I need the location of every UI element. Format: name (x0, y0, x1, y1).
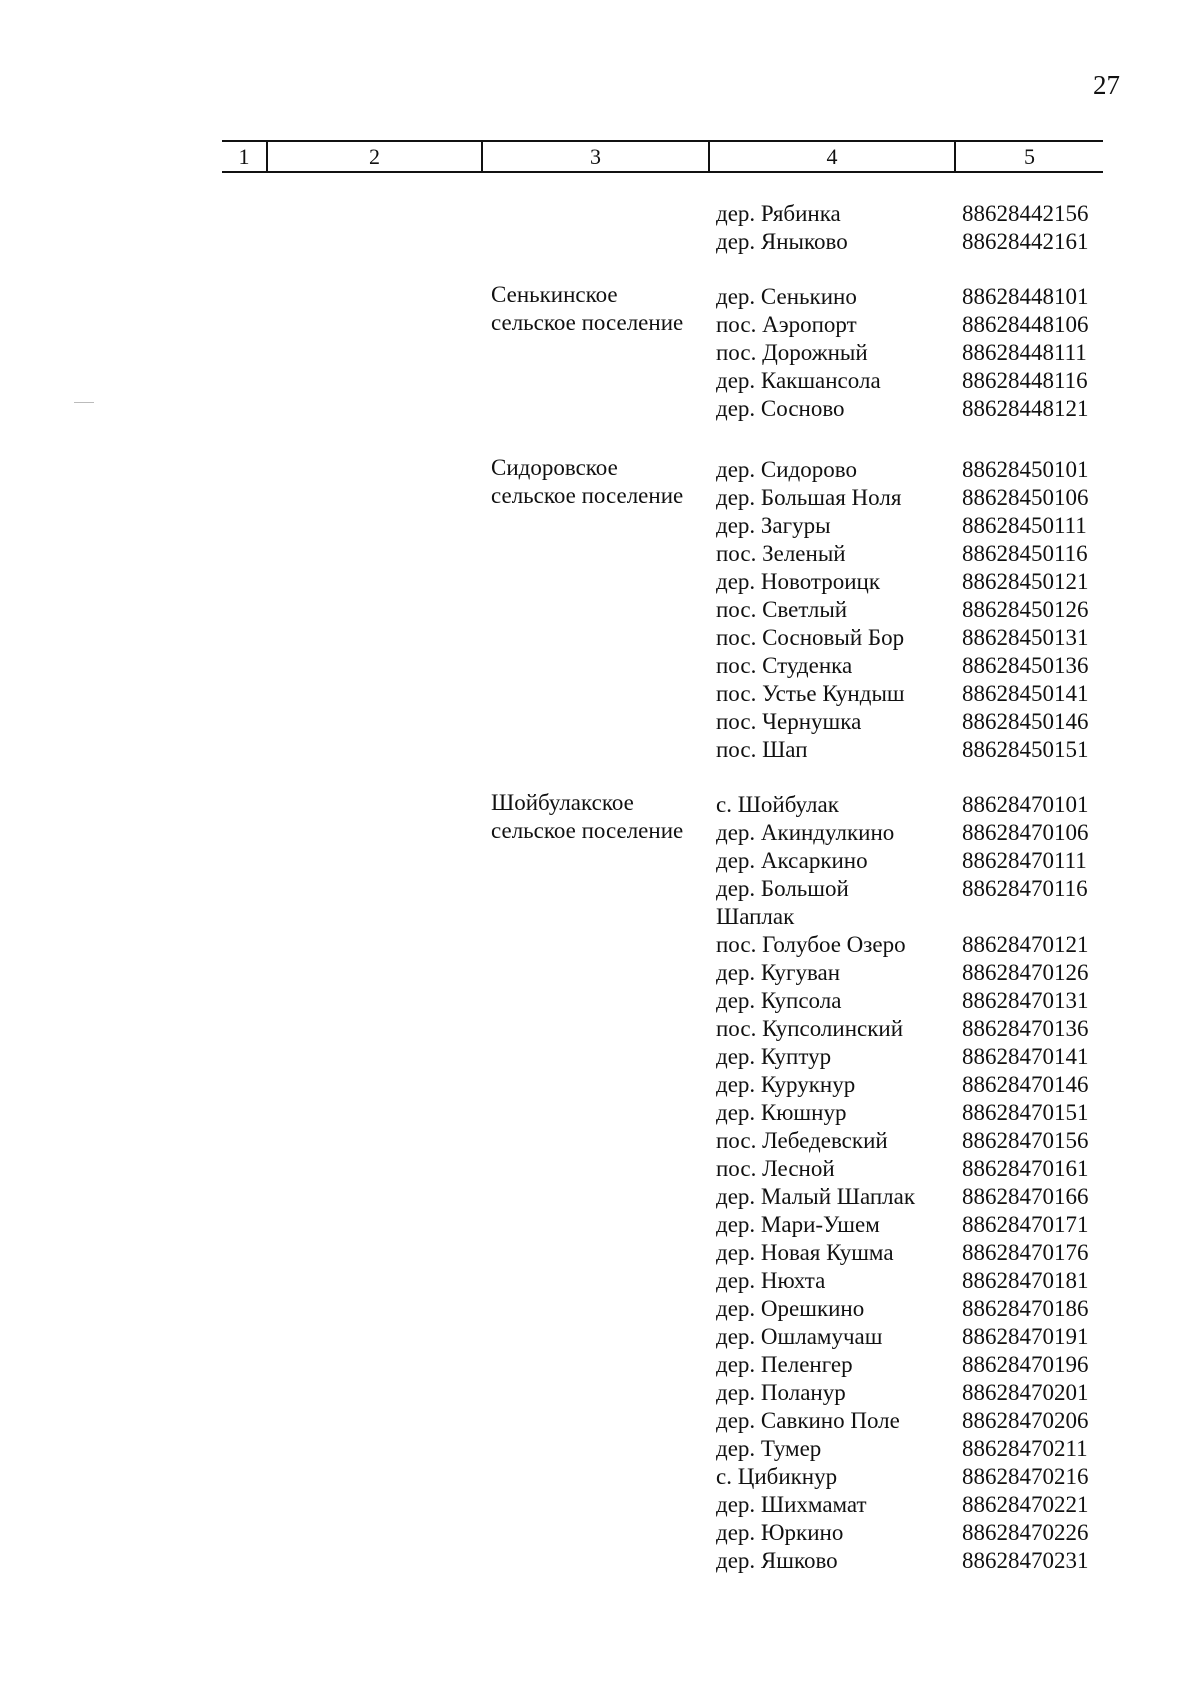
place-name: пос. Студенка (716, 653, 853, 678)
place-name: дер. Сидорово (716, 457, 857, 482)
settlement-name: Сидоровское (491, 455, 618, 480)
place-name: дер. Курукнур (716, 1072, 856, 1097)
place-name: дер. Купсола (716, 988, 842, 1013)
place-name: дер. Кюшнур (716, 1100, 847, 1125)
place-name: пос. Зеленый (716, 541, 846, 566)
oktmo-code: 88628470161 (962, 1156, 1089, 1181)
place-name: дер. Сосново (716, 396, 845, 421)
page-number: 27 (1093, 70, 1120, 100)
oktmo-code: 88628470126 (962, 960, 1089, 985)
oktmo-code: 88628470156 (962, 1128, 1089, 1153)
oktmo-code: 88628470131 (962, 988, 1089, 1013)
place-name: дер. Шихмамат (716, 1492, 867, 1517)
oktmo-code: 88628448111 (962, 340, 1087, 365)
oktmo-code: 88628442156 (962, 201, 1089, 226)
place-name: дер. Мари-Ушем (716, 1212, 880, 1237)
place-name: дер. Куптур (716, 1044, 832, 1069)
place-name: дер. Аксаркино (716, 848, 868, 873)
oktmo-code: 88628470201 (962, 1380, 1089, 1405)
place-name: пос. Шап (716, 737, 808, 762)
settlement-type: сельское поселение (491, 483, 684, 508)
oktmo-code: 88628470171 (962, 1212, 1089, 1237)
oktmo-code: 88628470151 (962, 1100, 1089, 1125)
oktmo-code: 88628450101 (962, 457, 1089, 482)
oktmo-code: 88628450116 (962, 541, 1088, 566)
place-name: дер. Новотроицк (716, 569, 881, 594)
place-name: дер. Нюхта (716, 1268, 826, 1293)
place-name: дер. Яшково (716, 1548, 838, 1573)
oktmo-code: 88628470141 (962, 1044, 1089, 1069)
place-name: дер. Большая Ноля (716, 485, 902, 510)
settlement-name: Шойбулакское (491, 790, 634, 815)
place-name: дер. Поланур (716, 1380, 846, 1405)
place-name: дер. Юркино (716, 1520, 844, 1545)
table-header (222, 140, 1103, 173)
place-name: дер. Большой (716, 876, 849, 901)
oktmo-code: 88628450151 (962, 737, 1089, 762)
place-name: пос. Устье Кундыш (716, 681, 905, 706)
oktmo-code: 88628448121 (962, 396, 1089, 421)
oktmo-code: 88628470146 (962, 1072, 1089, 1097)
oktmo-code: 88628450121 (962, 569, 1089, 594)
oktmo-code: 88628470176 (962, 1240, 1089, 1265)
oktmo-code: 88628470191 (962, 1324, 1089, 1349)
header-col-4: 4 (708, 142, 954, 171)
oktmo-code: 88628448101 (962, 284, 1089, 309)
place-name: дер. Ошламучаш (716, 1324, 883, 1349)
place-name: с. Шойбулак (716, 792, 839, 817)
settlement-type: сельское поселение (491, 310, 684, 335)
place-name: дер. Какшансола (716, 368, 881, 393)
place-name: дер. Савкино Поле (716, 1408, 900, 1433)
oktmo-code: 88628470196 (962, 1352, 1089, 1377)
place-name: дер. Кугуван (716, 960, 841, 985)
place-name: пос. Голубое Озеро (716, 932, 906, 957)
settlement-type: сельское поселение (491, 818, 684, 843)
place-name: дер. Сенькино (716, 284, 857, 309)
place-name: дер. Загуры (716, 513, 831, 538)
oktmo-code: 88628470116 (962, 876, 1088, 901)
place-name: пос. Сосновый Бор (716, 625, 905, 650)
oktmo-code: 88628470121 (962, 932, 1089, 957)
place-name: пос. Аэропорт (716, 312, 857, 337)
place-name: пос. Лесной (716, 1156, 835, 1181)
oktmo-code: 88628470231 (962, 1548, 1089, 1573)
oktmo-code: 88628470106 (962, 820, 1089, 845)
left-margin-mark (74, 402, 94, 403)
oktmo-code: 88628470181 (962, 1268, 1089, 1293)
settlement-name: Сенькинское (491, 282, 618, 307)
place-name: с. Цибикнур (716, 1464, 838, 1489)
header-col-5: 5 (954, 142, 1103, 171)
oktmo-code: 88628470136 (962, 1016, 1089, 1041)
header-col-2: 2 (266, 142, 481, 171)
oktmo-code: 88628470206 (962, 1408, 1089, 1433)
place-name: дер. Пеленгер (716, 1352, 853, 1377)
oktmo-code: 88628470101 (962, 792, 1089, 817)
oktmo-code: 88628442161 (962, 229, 1089, 254)
oktmo-code: 88628470226 (962, 1520, 1089, 1545)
place-name: дер. Акиндулкино (716, 820, 895, 845)
oktmo-code: 88628450141 (962, 681, 1089, 706)
place-name: пос. Купсолинский (716, 1016, 904, 1041)
place-name: Шаплак (716, 904, 795, 929)
oktmo-code: 88628450136 (962, 653, 1089, 678)
place-name: пос. Лебедевский (716, 1128, 888, 1153)
oktmo-code: 88628450146 (962, 709, 1089, 734)
place-name: пос. Светлый (716, 597, 848, 622)
oktmo-code: 88628470111 (962, 848, 1087, 873)
oktmo-code: 88628470186 (962, 1296, 1089, 1321)
place-name: пос. Дорожный (716, 340, 868, 365)
place-name: дер. Малый Шаплак (716, 1184, 916, 1209)
place-name: дер. Рябинка (716, 201, 841, 226)
oktmo-code: 88628470166 (962, 1184, 1089, 1209)
oktmo-code: 88628450106 (962, 485, 1089, 510)
oktmo-code: 88628470211 (962, 1436, 1088, 1461)
oktmo-code: 88628450111 (962, 513, 1087, 538)
place-name: дер. Тумер (716, 1436, 822, 1461)
oktmo-code: 88628470221 (962, 1492, 1089, 1517)
oktmo-code: 88628450126 (962, 597, 1089, 622)
header-col-3: 3 (481, 142, 708, 171)
place-name: дер. Новая Кушма (716, 1240, 894, 1265)
oktmo-code: 88628470216 (962, 1464, 1089, 1489)
place-name: пос. Чернушка (716, 709, 862, 734)
place-name: дер. Орешкино (716, 1296, 865, 1321)
header-col-1: 1 (238, 144, 250, 169)
oktmo-code: 88628448106 (962, 312, 1089, 337)
place-name: дер. Яныково (716, 229, 848, 254)
oktmo-code: 88628448116 (962, 368, 1088, 393)
oktmo-code: 88628450131 (962, 625, 1089, 650)
